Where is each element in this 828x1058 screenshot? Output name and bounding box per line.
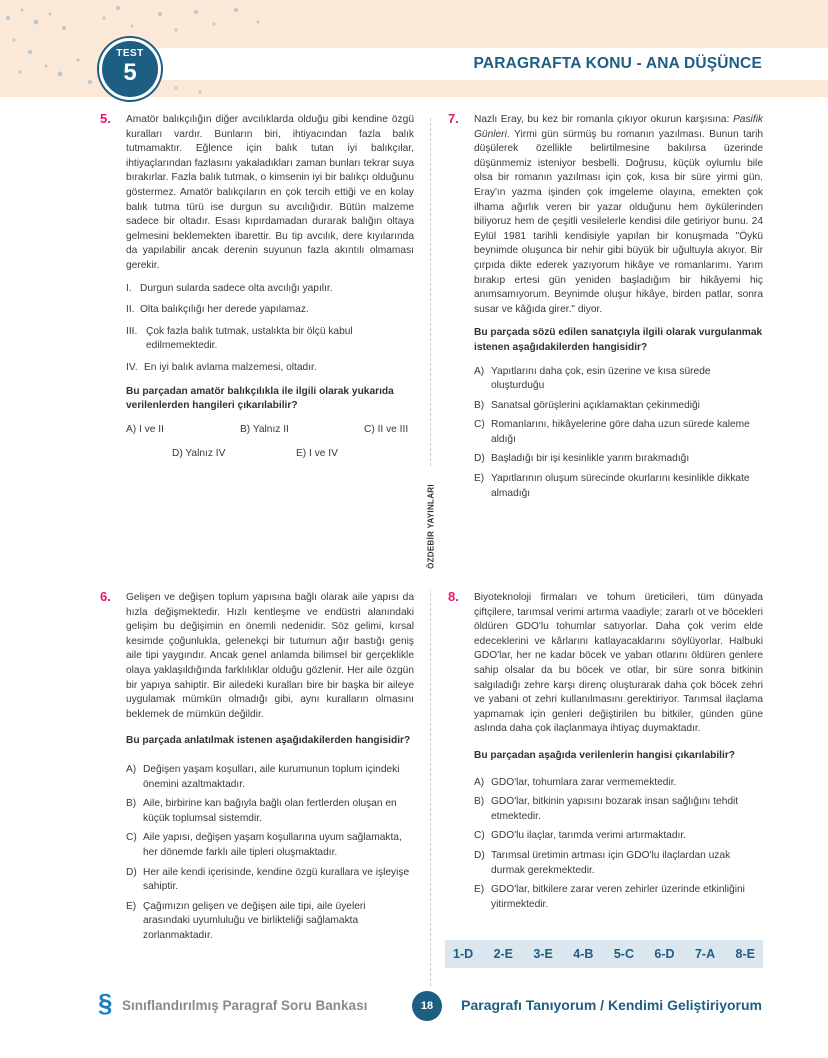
- answer-key-item: 5-C: [613, 947, 634, 961]
- option-d[interactable]: D) Tarımsal üretimin artması için GDO'lu ilaçlardan uzak durmak gerekmektedir.: [474, 849, 731, 876]
- answer-options: [126, 423, 414, 467]
- question-number: 7.: [448, 111, 459, 126]
- answer-options: [474, 365, 763, 502]
- question-text: Nazlı Eray, bu kez bir romanla çıkıyor okurun karşısına: Pasifik Günleri. Yirmi gün sürmüş bu romanın yazılması. Bunun tarih düşülerek özellikle belirtilmesine bakılırsa üzerinde düşünmemiz isteniyor besbelli. Doğrusu, küçük oylumlu bile olsa bir romanın yazılması için çok, kısa bir süre yirmi gün. Eray'ın yazma işinden çok imgeleme olayına, emekten çok ilhama ağırlık veren bir yazar olduğunu hem öykülerinden biliyoruz hem de çeşitli vesilelerle kendisi dile getiriyor bunu. 24 Eylül 1981 tarihli kendisiyle yapılan bir konuşmada "Öykü beynimde oluşunca bir nehir gibi büyük bir uğultuyla akıyor. Bir çırpıda dikte ederek yazıyorum hikâye ve romanlarımı. Yarım bırakıp ertesi gün yeniden başladığım bir hikâyemi hiç anımsamıyorum. Beynimde oluşur hikâye, birden patlar, sonra susar ve kâğıda girer." diyor.: [474, 114, 763, 315]
- question-5: [100, 111, 414, 467]
- page-number: 18: [412, 991, 442, 1021]
- answer-key-item: 4-B: [573, 947, 594, 961]
- option-b[interactable]: B) Yalnız II: [240, 423, 289, 435]
- option-b[interactable]: B) GDO'lar, bitkinin yapısını bozarak insan sağlığını tehdit etmektedir.: [474, 796, 739, 822]
- question-number: 6.: [100, 589, 111, 604]
- question-stem: Bu parçadan amatör balıkçılıkla ile ilgili olarak yukarıda verilenlerden hangileri çıkarılabilir?: [126, 385, 394, 412]
- footer-section-title: Paragrafı Tanıyorum / Kendimi Geliştiriyorum: [461, 997, 762, 1013]
- statement-item: I. Durgun sularda sadece olta avcılığı yapılır.: [126, 282, 333, 294]
- test-badge-number: 5: [123, 59, 137, 86]
- answer-options: [474, 776, 763, 913]
- book-title: Pasifik Günleri: [474, 114, 763, 140]
- question-6: [100, 589, 414, 948]
- option-c[interactable]: C) GDO'lu ilaçlar, tarımda verimi artırmaktadır.: [474, 830, 686, 842]
- answer-key-item: 6-D: [654, 947, 675, 961]
- option-b[interactable]: B) Sanatsal görüşlerini açıklamaktan çekinmediği: [474, 399, 700, 411]
- answer-key-item: 3-E: [533, 947, 553, 961]
- option-b[interactable]: B) Aile, birbirine kan bağıyla bağlı olan fertlerden oluşan en küçük toplumsal sistemdir.: [126, 798, 397, 824]
- question-stem: Bu parçadan aşağıda verilenlerin hangisi çıkarılabilir?: [474, 749, 736, 761]
- question-8: [448, 589, 763, 917]
- option-a[interactable]: A) Değişen yaşam koşulları, aile kurumunun toplum içindeki önemini azaltmaktadır.: [126, 763, 400, 790]
- option-d[interactable]: D) Başladığı bir işi kesinlikle yarım bırakmadığı: [474, 453, 690, 465]
- answer-key-item: 1-D: [453, 947, 474, 961]
- option-e[interactable]: E) Yapıtlarının oluşum sürecinde okurlarını kesinlikle dikkate almadığı: [474, 473, 750, 499]
- question-number: 8.: [448, 589, 459, 604]
- question-stem: Bu parçada sözü edilen sanatçıyla ilgili olarak vurgulanmak istenen aşağıdakilerden hangisidir?: [474, 327, 763, 353]
- page-title: PARAGRAFTA KONU - ANA DÜŞÜNCE: [473, 55, 762, 72]
- option-d[interactable]: D) Yalnız IV: [172, 447, 226, 459]
- option-d[interactable]: D) Her aile kendi içerisinde, kendine özgü kurallara ve işleyişe sahiptir.: [126, 866, 410, 893]
- test-badge-label: TEST: [116, 48, 144, 59]
- option-c[interactable]: C) II ve III: [364, 423, 409, 435]
- statement-item: IV. En iyi balık avlama malzemesi, oltadır.: [126, 361, 317, 373]
- option-c[interactable]: C) Aile yapısı, değişen yaşam koşullarına uyum sağlamakta, her dönemde farklı aile tipleri oluşmaktadır.: [126, 832, 402, 858]
- question-text: Amatör balıkçılığın diğer avcılıklarda olduğu gibi kendine özgü kuralları vardır. Bunların biri, ihtiyacından fazla balık tutmamaktır. Eğlence için balık tutan iyi balıkçılar, ihtiyaçlarından fazlasını yakaladıkları zaman bunları tekrar suya bırakırlar. Fazla balık tutmak, o kimsenin iyi bir balıkçı olduğunu göstermez. Amatör balıkçıların en çok tercih ettiği ve en kolay balık tutma türü ise durgun su avcılığıdır. Bütün malzeme sadece bir oltadır. Esası kıpırdamadan durarak balığın oltaya gelmesini beklemekten ibarettir. Bu tip avcılık, dere kıyılarında da yapılabilir ancak derenin suyunun fazla akıntılı olmaması gerekir.: [126, 114, 414, 271]
- section-logo-icon: §: [98, 988, 113, 1018]
- answer-key: [445, 940, 763, 968]
- statement-list: [126, 282, 414, 376]
- statement-item: II. Olta balıkçılığı her derede yapılamaz.: [126, 304, 309, 316]
- question-text: Biyoteknoloji firmaları ve tohum üreticileri, tüm dünyada çiftçilere, tarımsal verimi artırma vaadiyle; zararlı ot ve böcekleri öldüren GDO'lu tohumlar satıyorlar. Daha çok verim elde edeceklerini ve kârlarını katlayacaklarını söylüyorlar. Halbuki GDO'lar, her ne kadar böcek ve yaban otlarını öldüren genlere sahip olsalar da bu böcek ve otlar, bir süre sonra bitkinin salgıladığı zehre karşı direnç oluşturarak daha çok böcek zehri ve yabani ot zehri kullanılmasını gerektiriyor. Tarımsal ilaçlama yapmamak için genleri değiştirilen bu bitkiler, günden güne aslında daha çok ilaçlanmaya ihtiyaç duymaktadır.: [474, 592, 763, 735]
- answer-key-item: 7-A: [694, 947, 716, 961]
- option-a[interactable]: A) GDO'lar, tohumlara zarar vermemektedir.: [474, 776, 677, 788]
- test-badge: [99, 38, 161, 100]
- footer-book-title: Sınıflandırılmış Paragraf Soru Bankası: [122, 998, 368, 1013]
- publisher-text: ÖZDEBİR YAYINLARI: [426, 484, 436, 569]
- question-7: [448, 111, 763, 506]
- publisher-side-label: [424, 468, 438, 590]
- option-a[interactable]: A) Yapıtlarını daha çok, esin üzerine ve kısa sürede oluşturduğu: [474, 365, 711, 392]
- answer-options: [126, 763, 414, 944]
- answer-key-item: 8-E: [735, 947, 755, 961]
- option-a[interactable]: A) I ve II: [126, 423, 164, 435]
- statement-item: III. Çok fazla balık tutmak, ustalıkta bir ölçü kabul edilmemektedir.: [126, 325, 353, 352]
- question-text: Gelişen ve değişen toplum yapısına bağlı olarak aile yapısı da hızla değişmektedir. Hızlı kentleşme ve endüstri alanındaki gelişim bu değişimin en önemli nedenidir. Söz gelimi, kırsal kesimde çoğunlukla, gelenekçi bir tutumun ağır bastığı geniş aile tipi yaygındır. Ancak genel anlamda bilimsel bir gerçeklikle olaya yaklaşıldığında farklılıklar olduğu gözlenir. Her aile özgün bir yapıya sahiptir. Bir ailedeki kuralları bire bir başka bir aileye uygulamak mümkün olmadığı gibi, aynı kuralların olmasını beklemek de mümkün değildir.: [126, 592, 414, 720]
- option-e[interactable]: E) Çağımızın gelişen ve değişen aile tipi, aile üyeleri arasındaki uyumluluğu ve birlikteliği sağlamakta zorlanmaktadır.: [126, 900, 366, 941]
- question-stem: Bu parçada anlatılmak istenen aşağıdakilerden hangisidir?: [126, 735, 411, 747]
- question-number: 5.: [100, 111, 111, 126]
- option-e[interactable]: E) GDO'lar, bitkilere zarar veren zehirler üzerinde etkinliğini yitirmektedir.: [474, 884, 745, 910]
- option-c[interactable]: C) Romanlarını, hikâyelerine göre daha uzun sürede kaleme aldığı: [474, 419, 750, 445]
- option-e[interactable]: E) I ve IV: [296, 447, 338, 459]
- answer-key-item: 2-E: [493, 947, 514, 961]
